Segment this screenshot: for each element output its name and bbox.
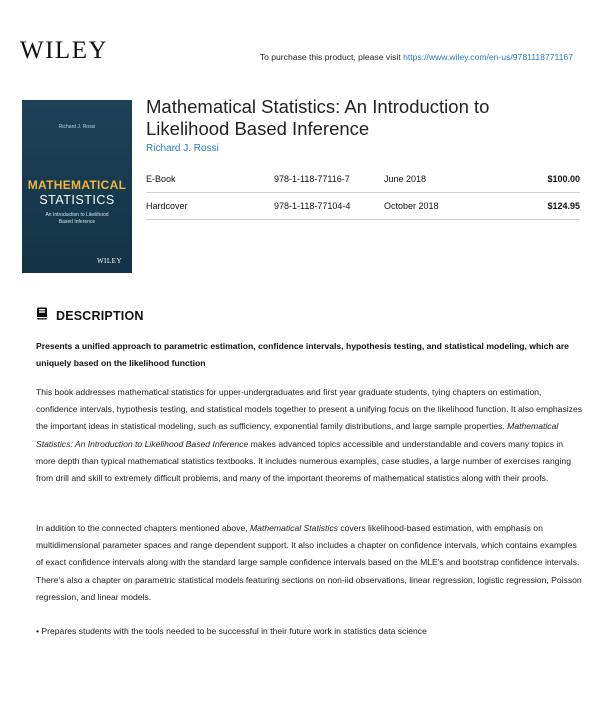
format-date: June 2018 <box>384 166 504 193</box>
description-paragraph-2 <box>36 520 584 606</box>
description-header <box>36 307 144 325</box>
purchase-text: To purchase this product, please visit <box>259 52 404 62</box>
cover-publisher: WILEY <box>96 257 122 265</box>
format-name: Hardcover <box>146 193 274 220</box>
description-paragraph-1 <box>36 384 584 487</box>
format-date: October 2018 <box>384 193 504 220</box>
book-title-italic: Mathematical Statistics <box>250 523 338 533</box>
product-title: Mathematical Statistics: An Introduction to Likelihood Based Inference <box>146 96 490 139</box>
product-author[interactable]: Richard J. Rossi <box>146 143 219 154</box>
format-price: $100.00 <box>504 166 580 193</box>
format-isbn: 978-1-118-77116-7 <box>274 166 384 193</box>
format-isbn: 978-1-118-77104-4 <box>274 193 384 220</box>
formats-table <box>146 166 580 220</box>
book-title-italic: Mathematical Statistics: An Introduction to Likelihood Based Inference <box>36 421 559 449</box>
paragraph-text: covers likelihood-based estimation, with emphasis on multidimensional parameter spaces and range dependent support. It also includes a chapter on confidence intervals, which contains examples of exact confidence intervals along with the standard large sample confidence intervals based on the MLE's and bootstrap confidence intervals. There's also a chapter on parametric statistical models featuring sections on non-iid observations, linear regression, logistic regression, Poisson regression, and linear models. <box>36 523 582 602</box>
book-cover <box>22 100 132 273</box>
description-lead: Presents a unified approach to parametric estimation, confidence intervals, hypothesis testing, and statistical modeling, which are uniquely based on the likelihood function <box>36 341 569 369</box>
format-name: E-Book <box>146 166 274 193</box>
paragraph-text: This book addresses mathematical statistics for upper-undergraduates and first year graduate students, tying chapters on estimation, confidence intervals, hypothesis testing, and statistical models together to present a unifying focus on the likelihood function. It also emphasizes the important ideas in statistical modeling, such as sufficiency, exponential family distributions, and large sample properties. <box>36 387 583 432</box>
purchase-note <box>260 52 573 62</box>
paragraph-text: In addition to the connected chapters mentioned above, <box>36 523 251 533</box>
cover-subtitle-line1: An Introduction to Likelihood <box>45 212 109 218</box>
wiley-logo: WILEY <box>20 37 109 64</box>
cover-title-line2: STATISTICS <box>39 193 115 207</box>
cover-author: Richard J. Rossi <box>58 124 96 130</box>
purchase-link[interactable]: https://www.wiley.com/en-us/9781118771167 <box>403 52 573 62</box>
format-price: $124.95 <box>504 193 580 220</box>
description-bullet: • Prepares students with the tools needed to be successful in their future work in statistics data science <box>36 626 427 636</box>
description-heading: DESCRIPTION <box>56 309 144 323</box>
format-row <box>146 166 580 193</box>
cover-subtitle-line2: Based Inference <box>58 219 96 225</box>
format-row <box>146 193 580 220</box>
cover-title-line1: MATHEMATICAL <box>27 178 127 192</box>
paragraph-text: makes advanced topics accessible and understandable and covers many topics in more depth than typical mathematical statistics textbooks. It includes numerous examples, case studies, a large number of exercises ranging from drill and skill to extremely difficult problems, and many of the important theorems of mathematical statistics along with their proofs. <box>36 438 571 484</box>
book-icon <box>36 307 48 325</box>
